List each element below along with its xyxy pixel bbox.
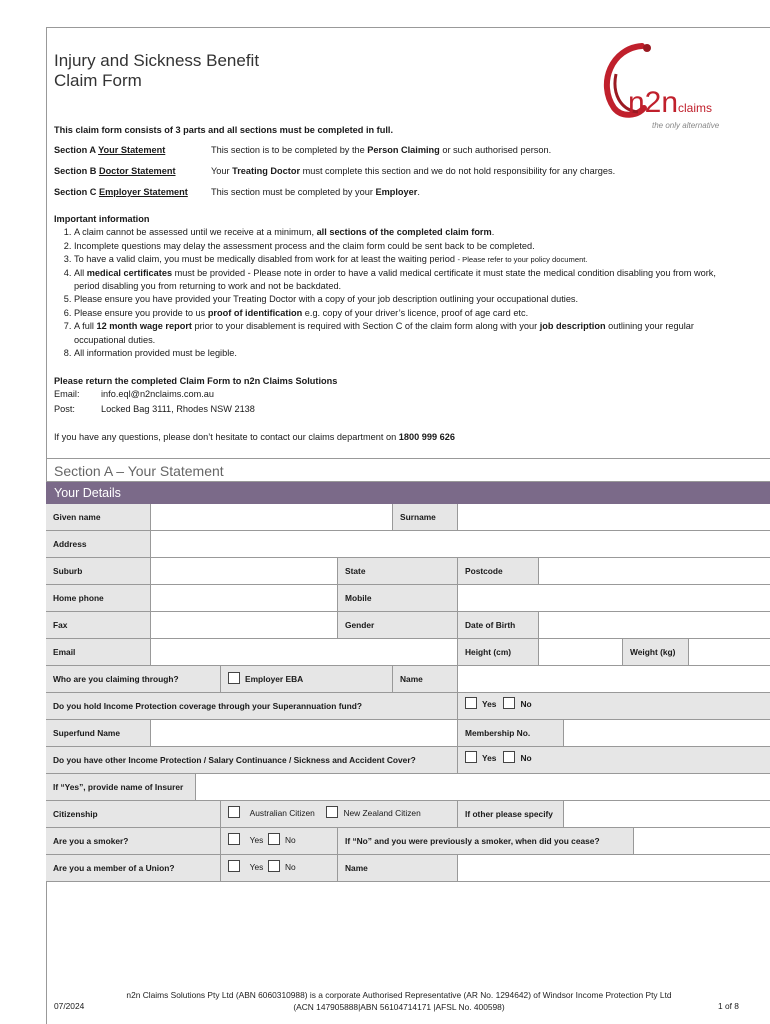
important-information	[54, 213, 744, 360]
contact-line: If you have any questions, please don’t hesitate to contact our claims department on 1800 999 626	[54, 432, 455, 442]
mobile-label: Mobile	[338, 585, 458, 612]
claiming-through-label: Who are you claiming through?	[46, 666, 221, 693]
form-row	[46, 774, 770, 801]
gender-label: Gender	[338, 612, 458, 639]
superfund-name-input[interactable]	[151, 720, 458, 747]
union-no-checkbox[interactable]	[268, 860, 280, 872]
membership-no-input[interactable]	[564, 720, 770, 747]
section-a-heading: Section A – Your Statement	[46, 458, 770, 482]
n2n-logo	[592, 38, 732, 130]
other-ip-yes-checkbox[interactable]	[465, 751, 477, 763]
claim-name-input[interactable]	[458, 666, 770, 693]
form-row	[46, 693, 770, 720]
smoker-yes-checkbox[interactable]	[228, 833, 240, 845]
your-details-form	[46, 504, 770, 882]
your-details-heading: Your Details	[46, 482, 770, 504]
other-ip-options: Yes No	[458, 747, 770, 774]
given-name-label: Given name	[46, 504, 151, 531]
australian-citizen-checkbox[interactable]	[228, 806, 240, 818]
ip-super-options: Yes No	[458, 693, 770, 720]
postcode-label: Postcode	[458, 558, 539, 585]
ip-super-no-checkbox[interactable]	[503, 697, 515, 709]
return-email[interactable]: info.eql@n2nclaims.com.au	[101, 389, 214, 400]
address-input[interactable]	[151, 531, 770, 558]
other-ip-no-checkbox[interactable]	[503, 751, 515, 763]
date-of-birth-input[interactable]	[539, 612, 770, 639]
surname-input[interactable]	[458, 504, 770, 531]
list-item: 8. All information provided must be legible.	[74, 347, 744, 360]
union-name-label: Name	[338, 855, 458, 882]
citizenship-label: Citizenship	[46, 801, 221, 828]
mobile-input[interactable]	[458, 585, 770, 612]
other-ip-question: Do you have other Income Protection / Salary Continuance / Sickness and Accident Cover?	[46, 747, 458, 774]
home-phone-label: Home phone	[46, 585, 151, 612]
list-item: 1. A claim cannot be assessed until we receive at a minimum, all sections of the completed claim form.	[74, 226, 744, 239]
ip-super-yes-checkbox[interactable]	[465, 697, 477, 709]
logo-swirl-icon	[592, 38, 732, 130]
fax-input[interactable]	[151, 612, 338, 639]
list-item: 3. To have a valid claim, you must be medically disabled from work for at least the waiting period - Please refer to your policy document.	[74, 253, 744, 266]
list-item: 2. Incomplete questions may delay the assessment process and the claim form could be sent back to be completed.	[74, 240, 744, 253]
nz-citizen-checkbox[interactable]	[326, 806, 338, 818]
form-row	[46, 747, 770, 774]
smoker-ceased-input[interactable]	[634, 828, 770, 855]
footer-date: 07/2024	[54, 1001, 85, 1011]
return-info: Please return the completed Claim Form to n2n Claims Solutions Email: info.eql@n2nclaims.com.au Post: Locked Bag 3111, Rhodes NSW 2138	[54, 376, 338, 414]
list-item: 5. Please ensure you have provided your Treating Doctor with a copy of your job description outlining your occupational duties.	[74, 293, 744, 306]
important-heading: Important information	[54, 214, 150, 224]
list-item: 4. All medical certificates must be provided - Please note in order to have a valid medical certificate it must state the medical condition disabling you from work, period disabling you from returning to work and not be backdated.	[74, 267, 744, 294]
weight-label: Weight (kg)	[623, 639, 689, 666]
union-yes-checkbox[interactable]	[228, 860, 240, 872]
smoker-no-checkbox[interactable]	[268, 833, 280, 845]
ip-super-question: Do you hold Income Protection coverage through your Superannuation fund?	[46, 693, 458, 720]
form-row	[46, 531, 770, 558]
contact-phone: 1800 999 626	[398, 432, 455, 442]
form-row	[46, 558, 770, 585]
form-row	[46, 666, 770, 693]
intro-text: This claim form consists of 3 parts and all sections must be completed in full.	[54, 125, 393, 135]
date-of-birth-label: Date of Birth	[458, 612, 539, 639]
smoker-label: Are you a smoker?	[46, 828, 221, 855]
logo-tagline: the only alternative	[652, 121, 720, 130]
form-row	[46, 801, 770, 828]
other-citizenship-label: If other please specify	[458, 801, 564, 828]
superfund-name-label: Superfund Name	[46, 720, 151, 747]
union-label: Are you a member of a Union?	[46, 855, 221, 882]
form-row	[46, 720, 770, 747]
footer-page-number: 1 of 8	[718, 1001, 739, 1011]
form-row	[46, 585, 770, 612]
smoker-options: Yes No	[221, 828, 338, 855]
union-name-input[interactable]	[458, 855, 770, 882]
fax-label: Fax	[46, 612, 151, 639]
height-label: Height (cm)	[458, 639, 539, 666]
insurer-label: If “Yes”, provide name of Insurer	[46, 774, 196, 801]
email-input[interactable]	[151, 639, 458, 666]
home-phone-input[interactable]	[151, 585, 338, 612]
form-row	[46, 504, 770, 531]
logo-claims-text: claims	[678, 101, 713, 115]
citizenship-options: Australian Citizen New Zealand Citizen	[221, 801, 458, 828]
insurer-input[interactable]	[196, 774, 770, 801]
email-label: Email	[46, 639, 151, 666]
logo-n2n-text: n2n	[628, 86, 679, 119]
suburb-input[interactable]	[151, 558, 338, 585]
other-citizenship-input[interactable]	[564, 801, 770, 828]
page-title: Injury and Sickness Benefit Claim Form	[54, 51, 260, 90]
list-item: 6. Please ensure you provide to us proof of identification e.g. copy of your driver’s licence, proof of age card etc.	[74, 307, 744, 320]
form-row	[46, 828, 770, 855]
form-row	[46, 855, 770, 882]
return-post-address: Locked Bag 3111, Rhodes NSW 2138	[101, 403, 255, 414]
employer-eba-option[interactable]: Employer EBA	[221, 666, 393, 693]
weight-input[interactable]	[689, 639, 770, 666]
postcode-input[interactable]	[539, 558, 770, 585]
form-row	[46, 639, 770, 666]
surname-label: Surname	[393, 504, 458, 531]
footer-text: n2n Claims Solutions Pty Ltd (ABN 6060310988) is a corporate Authorised Representative (AR No. 1294642) of Windsor Income Protection Pty Ltd (ACN 147905888|ABN 56104714171 |AFSL No. 400598)	[126, 990, 672, 1012]
height-input[interactable]	[539, 639, 623, 666]
membership-no-label: Membership No.	[458, 720, 564, 747]
claim-name-label: Name	[393, 666, 458, 693]
state-label: State	[338, 558, 458, 585]
union-options: Yes No	[221, 855, 338, 882]
smoker-ceased-label: If “No” and you were previously a smoker, when did you cease?	[338, 828, 634, 855]
employer-eba-checkbox[interactable]	[228, 672, 240, 684]
given-name-input[interactable]	[151, 504, 393, 531]
suburb-label: Suburb	[46, 558, 151, 585]
return-heading: Please return the completed Claim Form to n2n Claims Solutions	[54, 376, 338, 386]
form-row	[46, 612, 770, 639]
address-label: Address	[46, 531, 151, 558]
list-item: 7. A full 12 month wage report prior to your disablement is required with Section C of the claim form along with your job description outlining your regular occupational duties.	[74, 320, 744, 347]
